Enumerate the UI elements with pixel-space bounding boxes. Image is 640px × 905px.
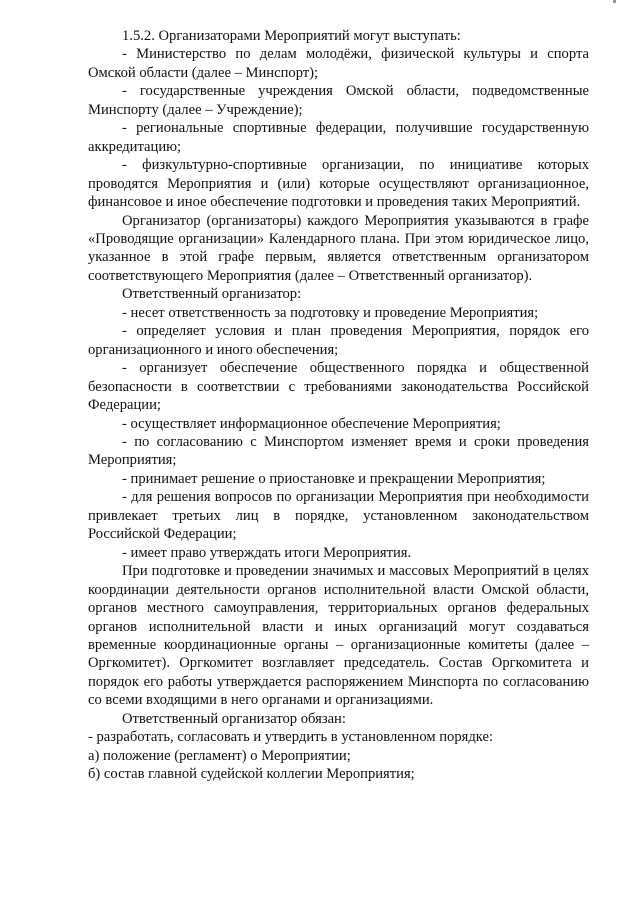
paragraph: - Министерство по делам молодёжи, физической культуры и спорта Омской области (далее – Минспорт);: [88, 46, 589, 81]
paragraph: - региональные спортивные федерации, получившие государственную аккредитацию;: [88, 120, 589, 155]
paragraph: - несет ответственность за подготовку и проведение Мероприятия;: [122, 304, 539, 321]
paragraph: 1.5.2. Организаторами Мероприятий могут выступать:: [122, 28, 461, 44]
paragraph: б) состав главной судейской коллегии Мероприятия;: [88, 766, 415, 783]
paragraph: При подготовке и проведении значимых и массовых Мероприятий в целях координации деятельности органов исполнительной власти Омской области, органов местного самоуправления, территориальных органов федеральных органов исполнительной власти и иных организаций могут создаваться временные координационные органы – организационные комитеты (далее – Оргкомитет). Оргкомитет возглавляет председатель. Состав Оргкомитета и порядок его работы утверждается распоряжением Минспорта по согласованию со всеми входящими в него органами и организациями.: [88, 563, 589, 709]
scan-mark: [613, 0, 616, 3]
paragraph: Организатор (организаторы) каждого Мероприятия указываются в графе «Проводящие организации» Календарного плана. При этом юридическое лицо, указанное в этой графе первым, является ответственным организатором соответствующего Мероприятия (далее – Ответственный организатор).: [88, 212, 589, 284]
paragraph: - имеет право утверждать итоги Мероприятия.: [122, 544, 412, 561]
paragraph: - определяет условия и план проведения Мероприятия, порядок его организационного и иного обеспечения;: [88, 323, 589, 358]
paragraph: - организует обеспечение общественного порядка и общественной безопасности в соответствии с требованиями законодательства Российской Федерации;: [88, 360, 589, 414]
paragraph: - осуществляет информационное обеспечение Мероприятия;: [122, 415, 501, 432]
paragraph: а) положение (регламент) о Мероприятии;: [88, 747, 351, 764]
paragraph: Ответственный организатор:: [122, 286, 302, 303]
paragraph: - государственные учреждения Омской области, подведомственные Минспорту (далее – Учреждение);: [88, 83, 589, 118]
paragraph: - принимает решение о приостановке и прекращении Мероприятия;: [122, 470, 546, 487]
paragraph: - физкультурно-спортивные организации, по инициативе которых проводятся Мероприятия и (или) которые осуществляют организационное, финансовое и иное обеспечение подготовки и проведения таких Мероприятий.: [88, 157, 589, 211]
paragraph: - для решения вопросов по организации Мероприятия при необходимости привлекает третьих лиц в порядке, установленном законодательством Российской Федерации;: [88, 489, 589, 543]
paragraph: - по согласованию с Минспортом изменяет время и сроки проведения Мероприятия;: [88, 433, 589, 469]
paragraph: Ответственный организатор обязан:: [122, 710, 346, 727]
paragraph: - разработать, согласовать и утвердить в установленном порядке:: [88, 729, 494, 746]
